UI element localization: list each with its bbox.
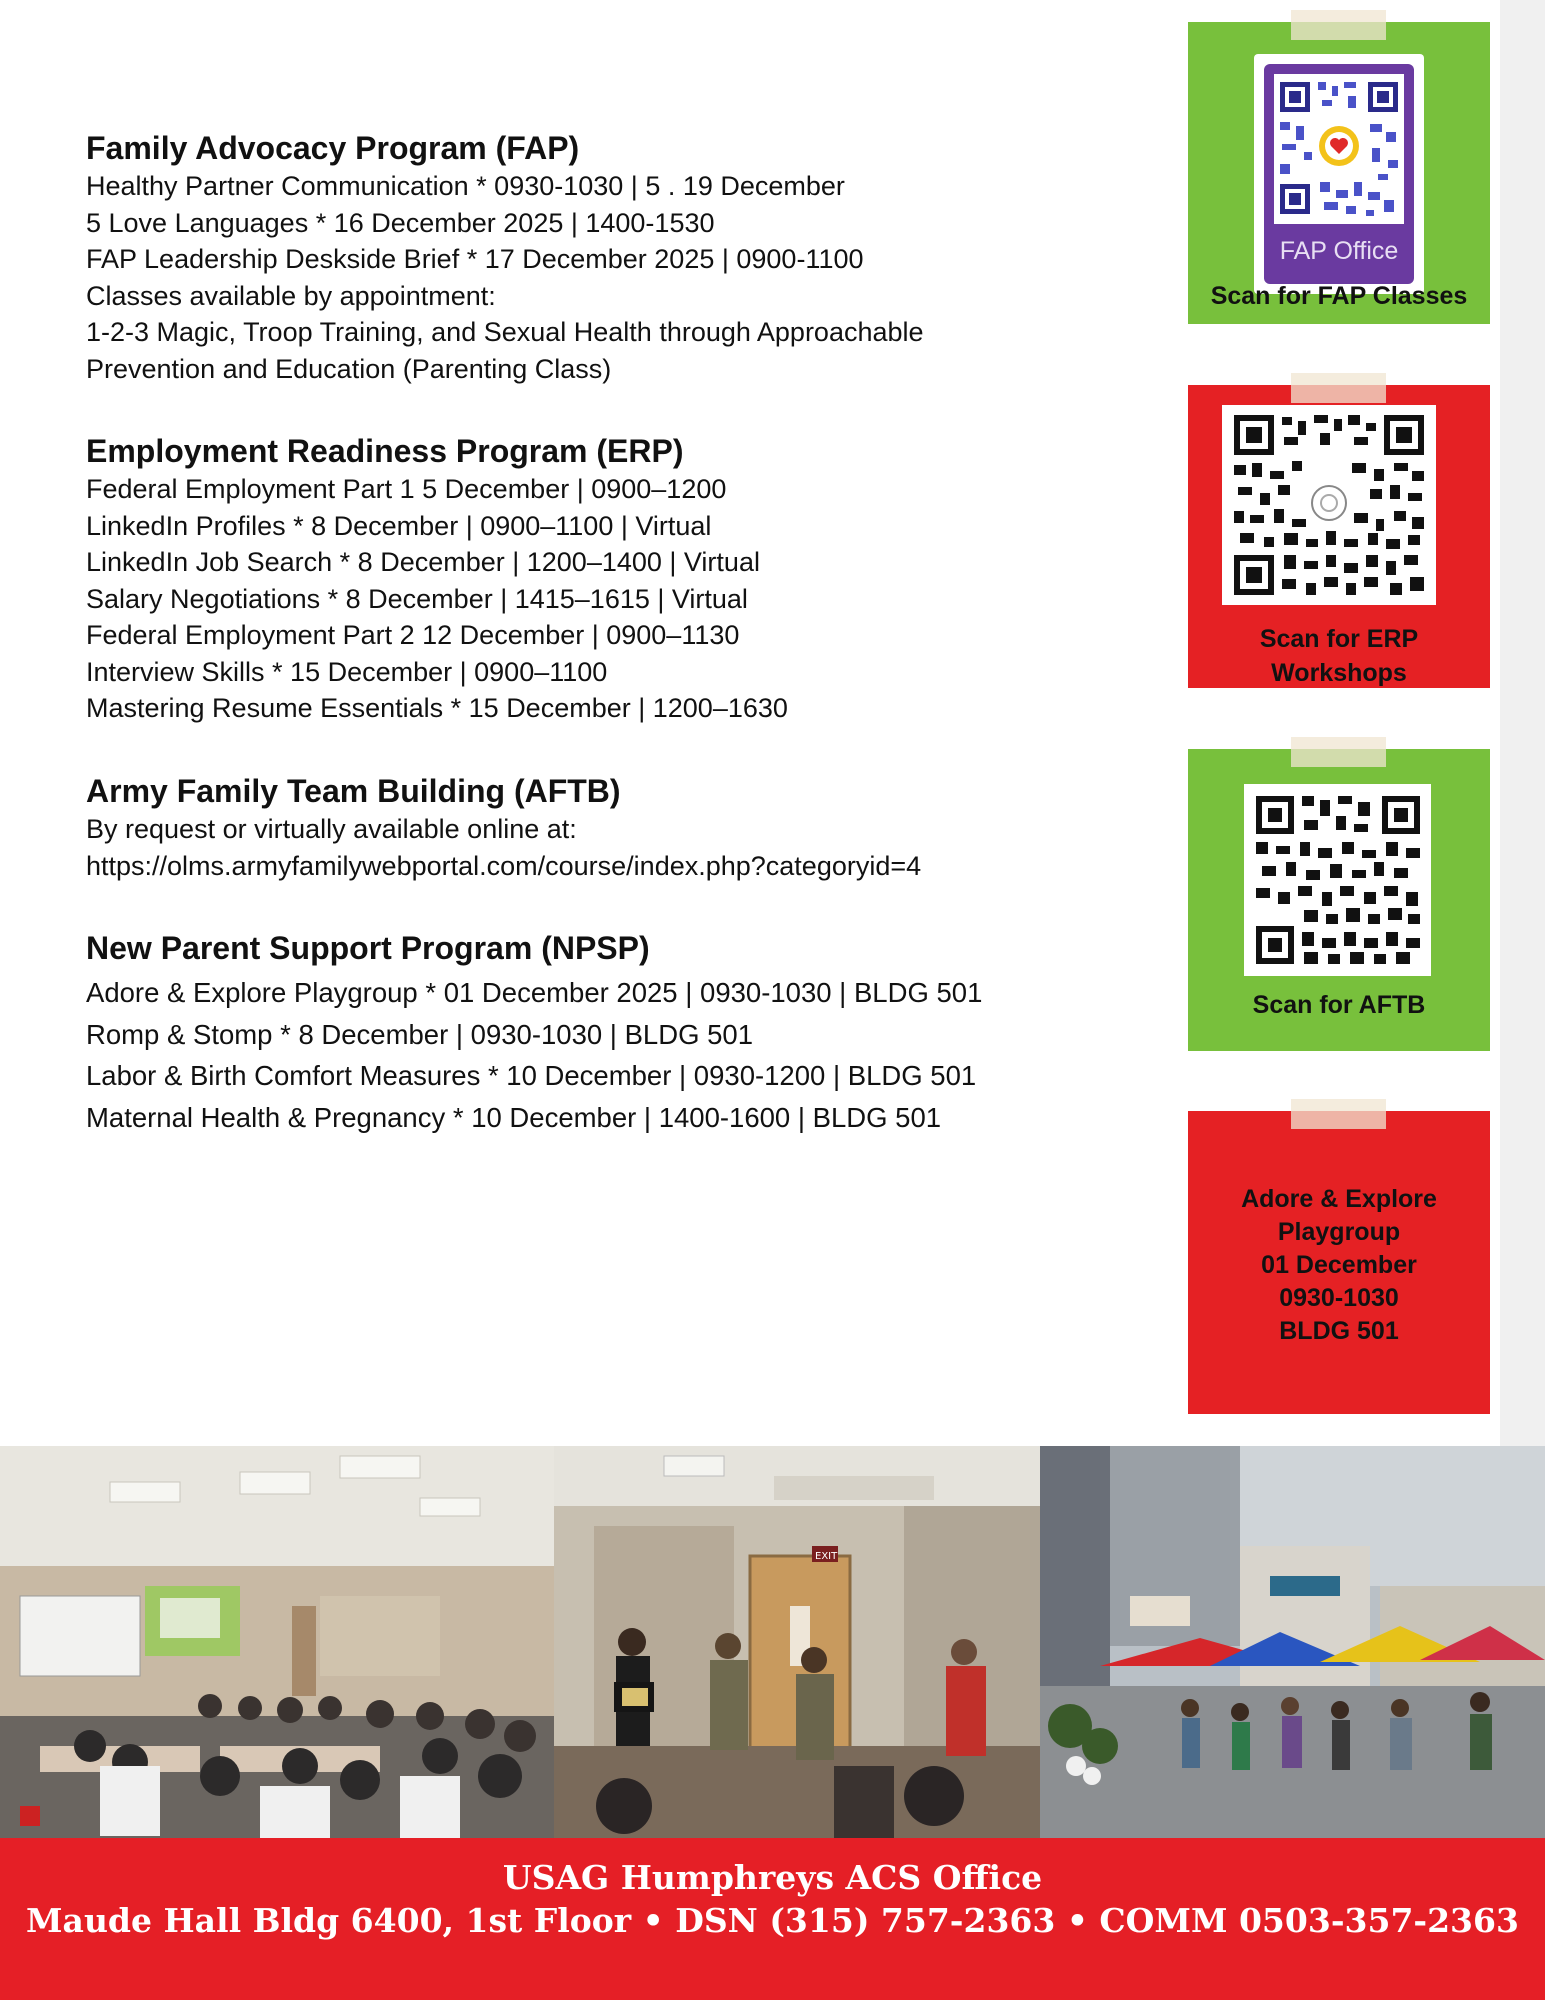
aftb-link[interactable]: https://olms.armyfamilywebportal.com/course/index.php?categoryid=4 xyxy=(86,850,922,881)
market-photo xyxy=(1040,1446,1545,1838)
erp-line: Interview Skills * 15 December | 0900–1100 xyxy=(86,656,608,687)
npsp-line: Labor & Birth Comfort Measures * 10 December | 0930-1200 | BLDG 501 xyxy=(86,1060,977,1091)
erp-line: LinkedIn Job Search * 8 December | 1200–1400 | Virtual xyxy=(86,547,760,577)
tape-strip xyxy=(1291,373,1386,403)
fap-card-label: Scan for FAP Classes xyxy=(1210,282,1468,310)
aftb-line: By request or virtually available online at: xyxy=(86,814,577,844)
classroom-photo xyxy=(0,1446,554,1838)
fap-line: Classes available by appointment: xyxy=(86,280,496,311)
fap-line: FAP Leadership Deskside Brief * 17 December 2025 | 0900-1100 xyxy=(86,244,864,274)
aftb-card-label: Scan for AFTB xyxy=(1252,991,1426,1019)
aftb-qr-code[interactable] xyxy=(1244,784,1431,976)
npsp-heading: New Parent Support Program (NPSP) xyxy=(86,930,650,966)
aftb-lines xyxy=(86,811,1146,884)
fap-line: 5 Love Languages * 16 December 2025 | 1400-1530 xyxy=(86,207,715,238)
fap-section xyxy=(86,128,1146,387)
fap-qr-caption: FAP Office xyxy=(1279,237,1399,265)
fap-line: 1-2-3 Magic, Troop Training, and Sexual Health through Approachable xyxy=(86,317,924,347)
erp-line: Salary Negotiations * 8 December | 1415–1615 | Virtual xyxy=(86,583,748,614)
fap-line: Prevention and Education (Parenting Class) xyxy=(86,353,612,384)
qr-code-icon xyxy=(1234,415,1424,595)
fap-qr-frame xyxy=(1254,54,1424,294)
erp-heading: Employment Readiness Program (ERP) xyxy=(86,433,684,469)
tape-strip xyxy=(1291,10,1386,40)
erp-line: Federal Employment Part 2 12 December | 0900–1130 xyxy=(86,620,740,650)
award-photo xyxy=(554,1446,1040,1838)
fap-qr-badge xyxy=(1264,64,1414,284)
erp-line: Federal Employment Part 1 5 December | 0900–1200 xyxy=(86,474,727,504)
footer-title: USAG Humphreys ACS Office xyxy=(502,1858,1043,1897)
fap-heading: Family Advocacy Program (FAP) xyxy=(86,130,580,166)
aftb-heading: Army Family Team Building (AFTB) xyxy=(86,773,621,809)
footer-banner xyxy=(0,1838,1545,2000)
photo-strip xyxy=(0,1446,1545,1838)
fap-line: Healthy Partner Communication * 0930-1030 | 5 . 19 December xyxy=(86,171,845,201)
npsp-line: Romp & Stomp * 8 December | 0930-1030 | BLDG 501 xyxy=(86,1018,753,1050)
erp-card-label-line2: Workshops xyxy=(1271,659,1407,687)
erp-qr-code[interactable] xyxy=(1222,405,1436,605)
playgroup-line: Adore & Explore xyxy=(1241,1185,1437,1213)
npsp-section xyxy=(86,928,1146,1138)
playgroup-card xyxy=(1188,1111,1490,1414)
fap-lines xyxy=(86,168,1146,387)
qr-code-icon xyxy=(1274,74,1404,224)
tape-strip xyxy=(1291,737,1386,767)
fap-qr-code[interactable] xyxy=(1274,74,1404,224)
npsp-line: Adore & Explore Playgroup * 01 December 2025 | 0930-1030 | BLDG 501 xyxy=(86,977,983,1008)
playgroup-line: BLDG 501 xyxy=(1279,1317,1399,1345)
playgroup-line: 0930-1030 xyxy=(1279,1284,1399,1312)
tape-strip xyxy=(1291,1099,1386,1129)
erp-qr-card[interactable] xyxy=(1188,385,1490,688)
npsp-line: Maternal Health & Pregnancy * 10 December | 1400-1600 | BLDG 501 xyxy=(86,1101,942,1133)
qr-code-icon xyxy=(1256,796,1420,964)
erp-line: LinkedIn Profiles * 8 December | 0900–1100 | Virtual xyxy=(86,510,712,541)
playgroup-line: 01 December xyxy=(1261,1251,1417,1279)
erp-lines xyxy=(86,471,1146,727)
erp-section xyxy=(86,431,1146,727)
erp-card-label-line1: Scan for ERP xyxy=(1259,625,1419,653)
footer-contact: Maude Hall Bldg 6400, 1st Floor • DSN (315) 757-2363 • COMM 0503-357-2363 xyxy=(26,1901,1519,1940)
erp-line: Mastering Resume Essentials * 15 December | 1200–1630 xyxy=(86,693,788,723)
playgroup-line: Playgroup xyxy=(1277,1218,1401,1246)
fap-qr-card[interactable] xyxy=(1188,22,1490,324)
aftb-qr-card[interactable] xyxy=(1188,749,1490,1051)
npsp-lines xyxy=(86,972,1146,1138)
aftb-section xyxy=(86,771,1146,884)
exit-sign: EXIT xyxy=(815,1551,838,1562)
